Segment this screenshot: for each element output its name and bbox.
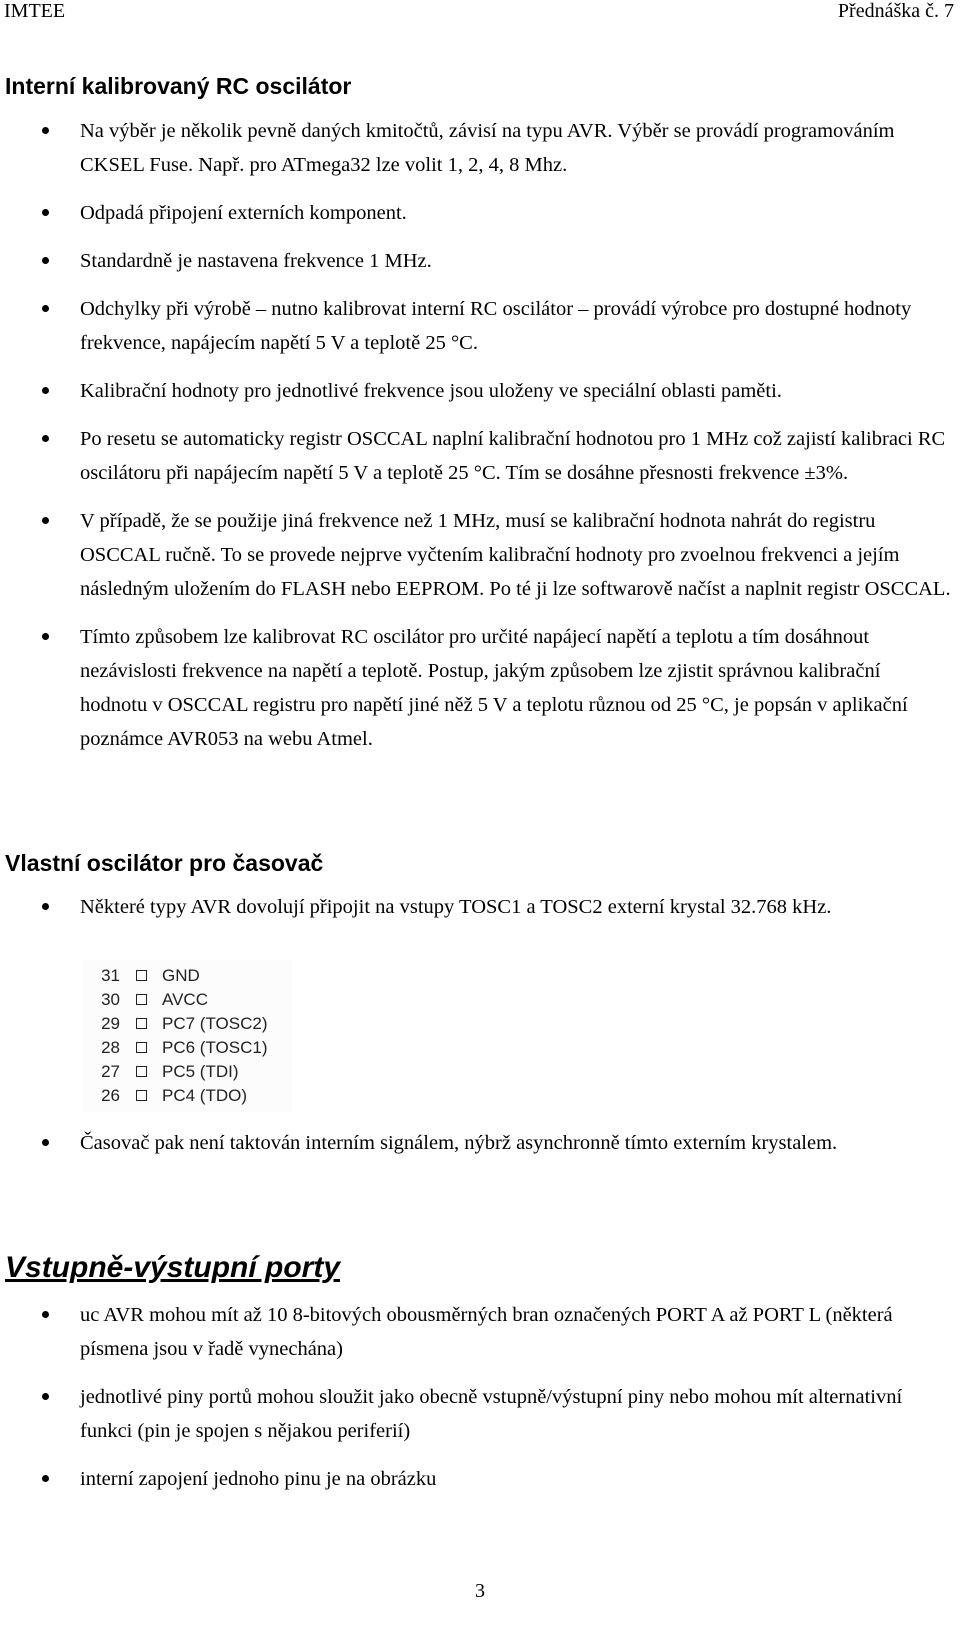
pin-name: GND (162, 966, 200, 985)
page-number: 3 (475, 1580, 485, 1602)
timer-oscillator-list-1 (0, 890, 960, 924)
pin-number: 29 (101, 1014, 120, 1033)
pin-number: 31 (101, 966, 120, 985)
pin-name: PC7 (TOSC2) (162, 1014, 268, 1033)
pin-pad (136, 1090, 147, 1101)
page-header (0, 0, 960, 30)
list-item: Odpadá připojení externích komponent. (0, 196, 960, 230)
list-item: Na výběr je několik pevně daných kmitočtů, závisí na typu AVR. Výběr se provádí programováním CKSEL Fuse. Např. pro ATmega32 lze volit 1, 2, 4, 8 Mhz. (0, 114, 960, 182)
section-title-io-ports: Vstupně-výstupní porty (5, 1251, 341, 1284)
pin-number: 30 (101, 990, 120, 1009)
list-item: Některé typy AVR dovolují připojit na vstupy TOSC1 a TOSC2 externí krystal 32.768 kHz. (0, 890, 960, 924)
pin-pad (136, 1042, 147, 1053)
timer-oscillator-list-2 (0, 1126, 960, 1160)
pin-name: AVCC (162, 990, 208, 1009)
io-ports-list (0, 1298, 960, 1496)
list-item: interní zapojení jednoho pinu je na obrázku (0, 1462, 960, 1496)
pin-name: PC6 (TOSC1) (162, 1038, 268, 1057)
list-item: uc AVR mohou mít až 10 8-bitových obousměrných bran označených PORT A až PORT L (některá písmena jsou v řadě vynechána) (0, 1298, 960, 1366)
list-item: Odchylky při výrobě – nutno kalibrovat interní RC oscilátor – provádí výrobce pro dostupné hodnoty frekvence, napájecím napětí 5 V a teplotě 25 °C. (0, 292, 960, 360)
list-item: Po resetu se automaticky registr OSCCAL naplní kalibrační hodnotou pro 1 MHz což zajistí kalibraci RC oscilátoru při napájecím napětí 5 V a teplotě 25 °C. Tím se dosáhne přesnosti frekvence ±3%. (0, 422, 960, 490)
section-title-timer-oscillator: Vlastní oscilátor pro časovač (5, 850, 324, 876)
header-lecture: Přednáška č. 7 (837, 0, 954, 22)
list-item: Standardně je nastavena frekvence 1 MHz. (0, 244, 960, 278)
pinout-figure (82, 960, 292, 1112)
section-title-rc-oscillator: Interní kalibrovaný RC oscilátor (5, 73, 352, 99)
list-item: jednotlivé piny portů mohou sloužit jako obecně vstupně/výstupní piny nebo mohou mít alternativní funkci (pin je spojen s nějakou periferií) (0, 1380, 960, 1448)
pin-number: 27 (101, 1062, 120, 1081)
pin-number: 28 (101, 1038, 120, 1057)
pin-name: PC5 (TDI) (162, 1062, 239, 1081)
pin-pad (136, 1018, 147, 1029)
pin-pad (136, 994, 147, 1005)
pin-name: PC4 (TDO) (162, 1086, 247, 1105)
list-item: V případě, že se použije jiná frekvence než 1 MHz, musí se kalibrační hodnota nahrát do registru OSCCAL ručně. To se provede nejprve vyčtením kalibrační hodnoty pro zvoelnou frekvenci a jejím následným uložením do FLASH nebo EEPROM. Po té ji lze softwarově načíst a naplnit registr OSCCAL. (0, 504, 960, 606)
rc-oscillator-list (0, 114, 960, 756)
pin-pad (136, 970, 147, 981)
pin-number: 26 (101, 1086, 120, 1105)
list-item: Kalibrační hodnoty pro jednotlivé frekvence jsou uloženy ve speciální oblasti paměti. (0, 374, 960, 408)
list-item: Časovač pak není taktován interním signálem, nýbrž asynchronně tímto externím krystalem. (0, 1126, 960, 1160)
pin-pad (136, 1066, 147, 1077)
header-course: IMTEE (4, 0, 66, 22)
list-item: Tímto způsobem lze kalibrovat RC oscilátor pro určité napájecí napětí a teplotu a tím dosáhnout nezávislosti frekvence na napětí a teplotě. Postup, jakým způsobem lze zjistit správnou kalibrační hodnotu v OSCCAL registru pro napětí jiné něž 5 V a teplotu různou od 25 °C, je popsán v aplikační poznámce AVR053 na webu Atmel. (0, 620, 960, 756)
